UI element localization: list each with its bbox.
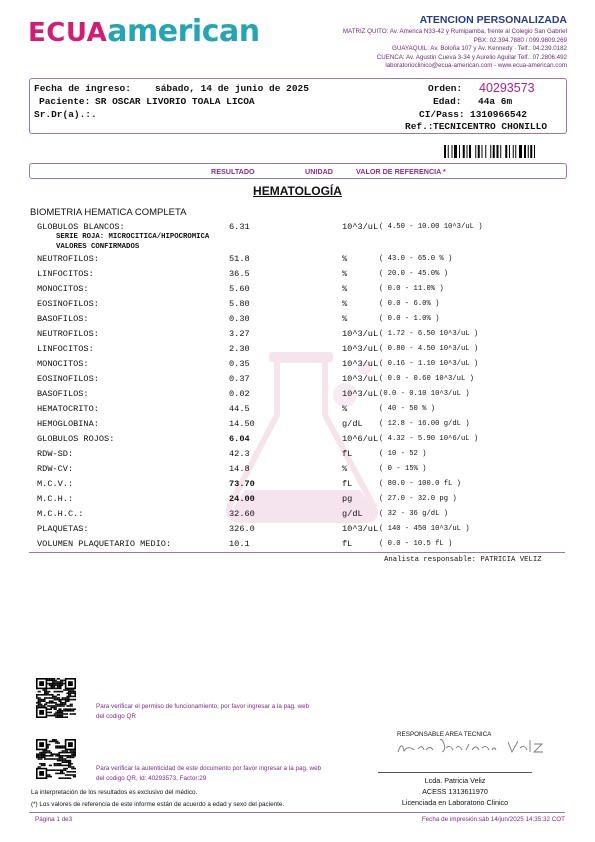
doctor-label: Sr.Dr(a).:. bbox=[34, 109, 97, 120]
row-reference: ( 10 - 52 ) bbox=[379, 450, 427, 458]
row-unit: 10^3/uL bbox=[342, 329, 379, 339]
row-reference: ( 40 - 50 % ) bbox=[379, 405, 436, 413]
row-unit: g/dL bbox=[342, 419, 363, 429]
row-value: 5.80 bbox=[229, 299, 250, 309]
responsible-title: Licenciada en Laboratorio Clinico bbox=[401, 798, 509, 807]
row-reference: ( 4.50 - 10.00 10^3/uL ) bbox=[379, 223, 483, 231]
row-name: MONOCITOS: bbox=[37, 284, 89, 294]
row-value: 51.8 bbox=[229, 254, 250, 264]
date-value: sábado, 14 de junio de 2025 bbox=[155, 83, 309, 94]
row-value: 14.50 bbox=[229, 419, 255, 429]
row-value: 32.60 bbox=[229, 509, 255, 519]
row-unit: % bbox=[342, 464, 348, 474]
row-value: 0.30 bbox=[229, 314, 250, 324]
print-date: Fecha de impresión:sáb 14/jun/2025 14:35:32 COT bbox=[421, 816, 565, 823]
row-name: EOSINOFILOS: bbox=[37, 299, 99, 309]
row-unit: 10^6/uL bbox=[342, 434, 379, 444]
responsible-label: RESPONSABLE AREA TECNICA bbox=[397, 731, 492, 738]
row-unit: 10^3/uL bbox=[342, 344, 379, 354]
row-value: 36.5 bbox=[229, 269, 250, 279]
row-value: 0.02 bbox=[229, 389, 250, 399]
row-value: 14.8 bbox=[229, 464, 250, 474]
row-reference: ( 27.0 - 32.0 pg ) bbox=[379, 495, 457, 503]
row-name: LINFOCITOS: bbox=[37, 344, 94, 354]
row-value: 73.70 bbox=[229, 479, 255, 489]
row-name: GLOBULOS ROJOS: bbox=[37, 434, 115, 444]
qr1-caption-line1: Para verificar el permiso de funcionamiento, por favor ingresar a la pag. web bbox=[96, 703, 310, 710]
row-name: NEUTROFILOS: bbox=[37, 329, 99, 339]
column-result: RESULTADO bbox=[211, 167, 255, 176]
row-name: M.C.V.: bbox=[37, 479, 74, 489]
row-unit: pg bbox=[342, 494, 353, 504]
row-reference: (0.0 - 0.10 10^3/uL ) bbox=[379, 390, 470, 398]
row-unit: % bbox=[342, 284, 348, 294]
order-number: 40293573 bbox=[479, 81, 535, 95]
table-bottom-divider bbox=[29, 552, 565, 553]
column-unit: UNIDAD bbox=[305, 167, 333, 176]
row-value: 3.27 bbox=[229, 329, 250, 339]
row-reference: ( 0 - 15% ) bbox=[379, 465, 427, 473]
row-unit: % bbox=[342, 269, 348, 279]
disclaimer-interpretation: La interpretación de los resultados es exclusivo del médico. bbox=[31, 789, 198, 796]
id-value: 1310966542 bbox=[470, 109, 528, 120]
row-value: 44.5 bbox=[229, 404, 250, 414]
row-name: M.C.H.: bbox=[37, 494, 74, 504]
row-unit: fL bbox=[342, 479, 353, 489]
row-name: RDW-SD: bbox=[37, 449, 74, 459]
row-unit: 10^3/uL bbox=[342, 222, 379, 232]
qr-code-authenticity-icon[interactable] bbox=[36, 737, 76, 781]
header-line-quito: MATRIZ QUITO: Av. America N33-42 y Rumipamba, frente al Colegio San Gabriel bbox=[342, 28, 567, 35]
patient-name: SR OSCAR LIVORIO TOALA LICOA bbox=[95, 96, 255, 107]
age-label: Edad: bbox=[433, 96, 462, 107]
row-value: 42.3 bbox=[229, 449, 250, 459]
logo-part-ecua: ECUA bbox=[28, 18, 108, 48]
column-header-bar bbox=[29, 163, 567, 179]
row-value: 10.1 bbox=[229, 539, 250, 549]
ecuamerican-logo bbox=[28, 14, 260, 49]
header-title: ATENCION PERSONALIZADA bbox=[419, 14, 567, 26]
row-unit: fL bbox=[342, 539, 353, 549]
qr1-caption bbox=[96, 702, 309, 721]
header-line-cuenca: CUENCA: Av. Agustin Cueva 3-34 y Aurelio Aguilar Telf.: 07.2806.492 bbox=[376, 53, 567, 61]
row-reference: ( 12.8 - 16.00 g/dL ) bbox=[379, 420, 470, 428]
row-name: MONOCITOS: bbox=[37, 359, 89, 369]
responsible-license: ACESS 1313611970 bbox=[422, 787, 488, 796]
age-value: 44a 6m bbox=[478, 96, 513, 107]
row-value: 326.0 bbox=[229, 524, 255, 534]
ref-label: Ref.: bbox=[405, 121, 434, 132]
note-valores-confirmados: VALORES CONFIRMADOS bbox=[56, 243, 140, 251]
qr-code-permit-icon[interactable] bbox=[36, 676, 76, 720]
row-reference: ( 0.0 - 0.60 10^3/uL ) bbox=[379, 375, 474, 383]
row-unit: % bbox=[342, 404, 348, 414]
row-name: BASOFILOS: bbox=[37, 314, 89, 324]
row-name: BASOFILOS: bbox=[37, 389, 89, 399]
row-unit: fL bbox=[342, 449, 353, 459]
logo-part-american: american bbox=[107, 14, 260, 49]
row-unit: g/dL bbox=[342, 509, 363, 519]
order-label: Orden: bbox=[428, 83, 463, 94]
row-reference: ( 80.0 - 100.0 fL ) bbox=[379, 480, 461, 488]
patient-label: Paciente: bbox=[39, 96, 91, 107]
row-name: VOLUMEN PLAQUETARIO MEDIO: bbox=[37, 539, 172, 549]
row-reference: ( 0.16 - 1.10 10^3/uL ) bbox=[379, 360, 479, 368]
handwritten-signature bbox=[396, 736, 546, 756]
responsible-name: Lcda. Patricia Veliz bbox=[424, 776, 486, 785]
contact-header bbox=[343, 14, 567, 71]
id-label: CI/Pass: bbox=[419, 109, 465, 120]
row-name: RDW-CV: bbox=[37, 464, 74, 474]
row-unit: % bbox=[342, 254, 348, 264]
row-name: HEMOGLOBINA: bbox=[37, 419, 99, 429]
row-name: EOSINOFILOS: bbox=[37, 374, 99, 384]
subsection-title: BIOMETRIA HEMATICA COMPLETA bbox=[30, 207, 187, 218]
row-reference: ( 0.0 - 10.5 fL ) bbox=[379, 540, 453, 548]
row-name: M.C.H.C.: bbox=[37, 509, 84, 519]
row-value: 0.37 bbox=[229, 374, 250, 384]
row-reference: ( 43.0 - 65.0 % ) bbox=[379, 255, 453, 263]
row-name: PLAQUETAS: bbox=[37, 524, 89, 534]
ref-value: TECNICENTRO CHONILLO bbox=[433, 121, 548, 132]
row-reference: ( 4.32 - 5.90 10^6/uL ) bbox=[379, 435, 479, 443]
header-line-email: laboratorioclinico@ecua-american.com - www.ecua-american.com bbox=[385, 62, 567, 70]
header-line-guayaquil: GUAYAQUIL: Av. Boloña 107 y Av. Kennedy · Telf.: 04.239.0182 bbox=[392, 45, 567, 53]
footer-divider bbox=[29, 812, 565, 813]
row-reference: ( 20.0 - 45.0% ) bbox=[379, 270, 449, 278]
row-unit: 10^3/uL bbox=[342, 359, 379, 369]
note-serie-roja: SERIE ROJA: MICROCITICA/HIPOCROMICA bbox=[56, 233, 210, 241]
column-reference: VALOR DE REFERENCIA * bbox=[356, 167, 446, 176]
row-unit: % bbox=[342, 299, 348, 309]
row-value: 0.35 bbox=[229, 359, 250, 369]
row-unit: 10^3/uL bbox=[342, 389, 379, 399]
qr1-caption-line2: del codigo QR bbox=[96, 712, 136, 720]
row-name: HEMATOCRITO: bbox=[37, 404, 99, 414]
row-reference: ( 0.0 - 1.0% ) bbox=[379, 315, 440, 323]
page-number: Página 1 de3 bbox=[35, 816, 73, 823]
row-name: NEUTROFILOS: bbox=[37, 254, 99, 264]
barcode-icon bbox=[444, 145, 566, 158]
row-reference: ( 32 - 36 g/dL ) bbox=[379, 510, 449, 518]
disclaimer-reference-values: (*) Los valores de referencia de este informe están de acuerdo a edad y sexo del paciente. bbox=[31, 801, 285, 808]
row-value: 6.04 bbox=[229, 434, 250, 444]
qr2-caption bbox=[96, 764, 321, 783]
row-value: 2.30 bbox=[229, 344, 250, 354]
row-value: 24.00 bbox=[229, 494, 255, 504]
header-line-pbx: PBX: 02.394.7880 / 099.9809.269 bbox=[473, 36, 567, 44]
row-name: GLOBULOS BLANCOS: bbox=[37, 222, 125, 232]
qr2-caption-line1: Para verificar la autenticidad de este documento por favor ingresar a la pag. web bbox=[96, 765, 322, 772]
row-reference: ( 0.0 - 6.0% ) bbox=[379, 300, 440, 308]
row-reference: ( 1.72 - 6.50 10^3/uL ) bbox=[379, 330, 479, 338]
row-unit: 10^3/uL bbox=[342, 374, 379, 384]
row-value: 5.60 bbox=[229, 284, 250, 294]
row-reference: ( 0.80 - 4.50 10^3/uL ) bbox=[379, 345, 479, 353]
row-reference: ( 140 - 450 10^3/uL ) bbox=[379, 525, 470, 533]
row-reference: ( 0.0 - 11.0% ) bbox=[379, 285, 444, 293]
date-label: Fecha de ingreso: bbox=[34, 83, 131, 94]
section-title: HEMATOLOGÍA bbox=[253, 184, 342, 198]
signature-line bbox=[378, 772, 532, 773]
row-name: LINFOCITOS: bbox=[37, 269, 94, 279]
row-unit: % bbox=[342, 314, 348, 324]
row-unit: 10^3/uL bbox=[342, 524, 379, 534]
analyst-responsible: Analista responsable: PATRICIA VELIZ bbox=[384, 556, 542, 564]
row-value: 6.31 bbox=[229, 222, 250, 232]
qr2-caption-line2: del codigo QR, Id: 40293573, Factor:29 bbox=[96, 774, 207, 782]
